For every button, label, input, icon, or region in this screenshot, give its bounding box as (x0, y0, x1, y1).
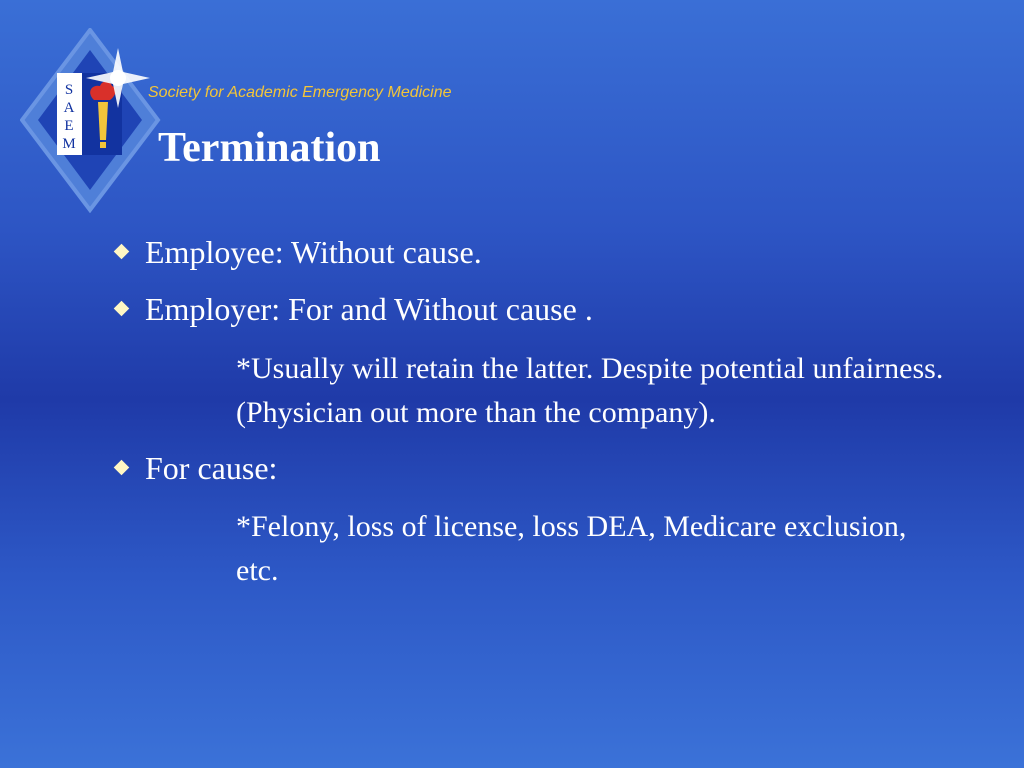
bullet-text: Employer: For and Without cause . (145, 291, 593, 327)
logo-letter-m: M (62, 136, 76, 152)
sub-note: *Usually will retain the latter. Despite potential unfairness. (Physician out more than the company). (236, 352, 944, 429)
logo-letter-a: A (63, 100, 75, 116)
bullet-item (116, 291, 593, 328)
bullet-text: Employee: Without cause. (145, 234, 482, 270)
organization-name: Society for Academic Emergency Medicine (148, 84, 452, 101)
bullet-item (116, 234, 482, 271)
bullet-text: For cause: (145, 450, 278, 486)
logo-letter-s: S (64, 82, 74, 98)
diamond-bullet-icon (114, 460, 130, 476)
slide-title: Termination (158, 125, 381, 171)
diamond-bullet-icon (114, 301, 130, 317)
bullet-item (116, 450, 277, 487)
sub-note: *Felony, loss of license, loss DEA, Medicare exclusion, etc. (236, 510, 907, 587)
logo-letter-e: E (64, 118, 74, 134)
diamond-bullet-icon (114, 244, 130, 260)
